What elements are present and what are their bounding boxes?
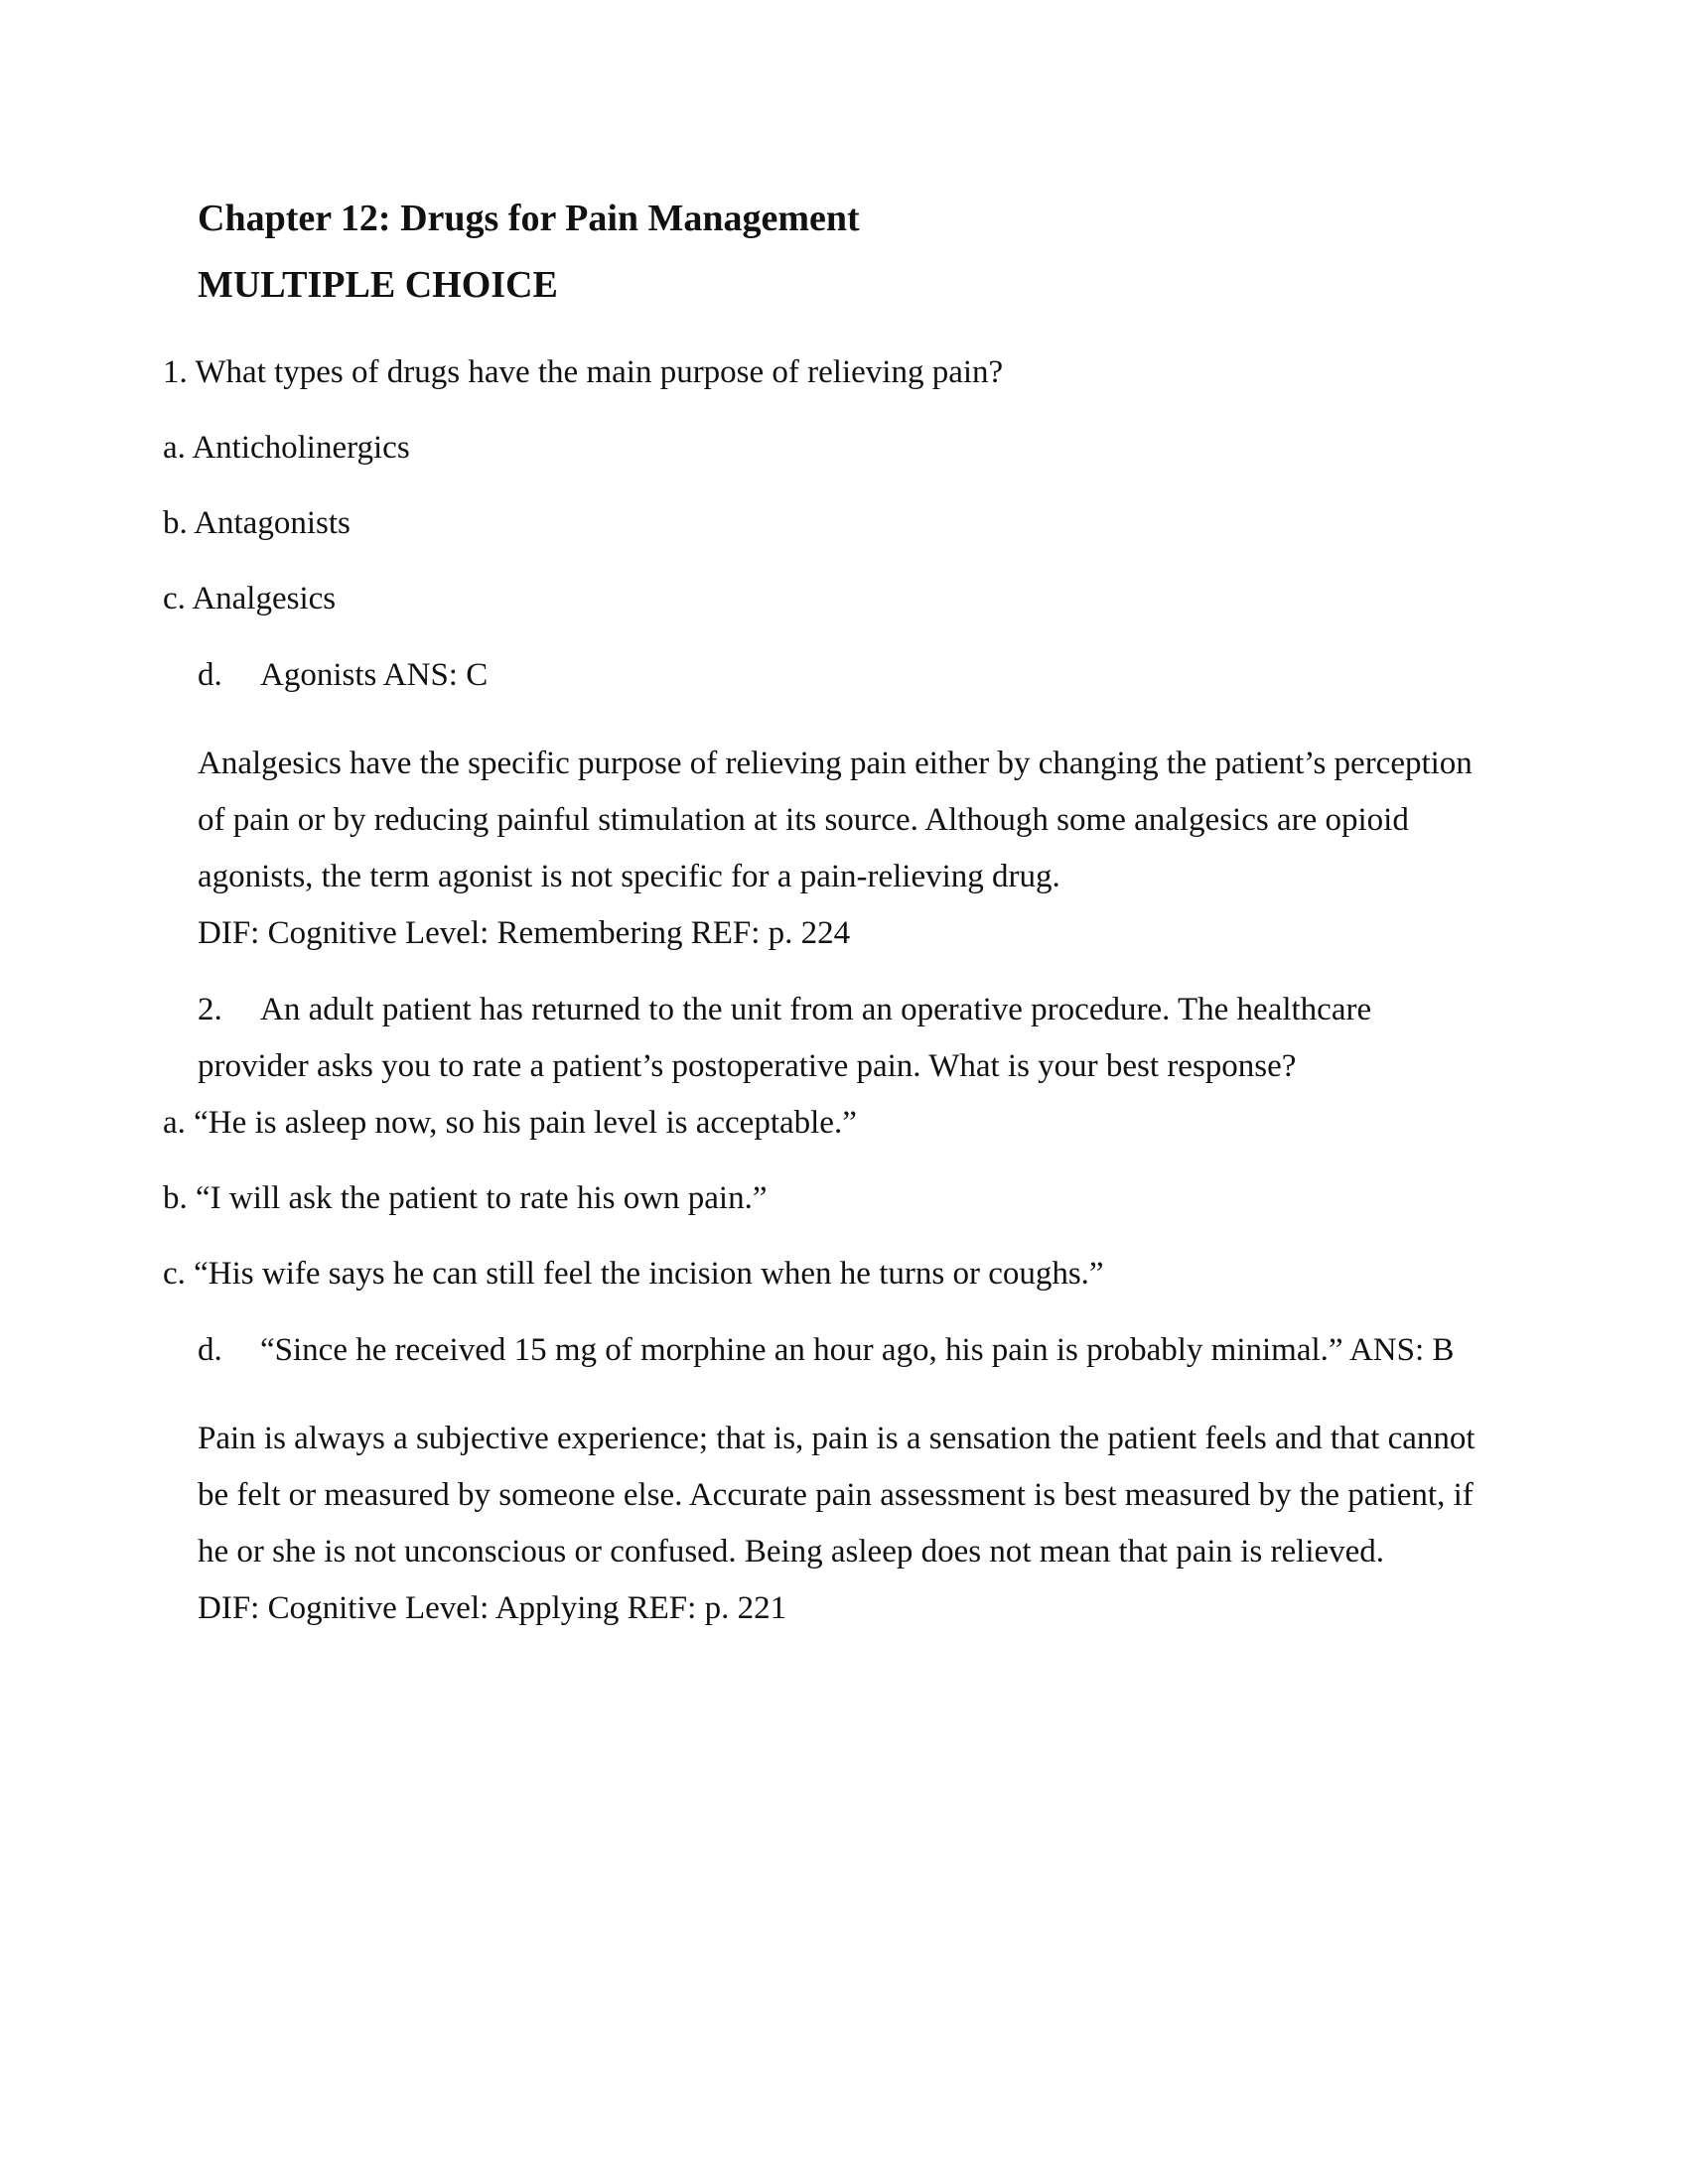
question-1-rationale-line: agonists, the term agonist is not specific for a pain-relieving drug. [198, 859, 1060, 894]
question-1-option-d [198, 655, 488, 695]
question-2-rationale-line: be felt or measured by someone else. Accurate pain assessment is best measured by the patient, if [198, 1477, 1474, 1513]
question-1-stem: 1. What types of drugs have the main purpose of relieving pain? [163, 354, 1004, 390]
question-2-stem-line-1 [198, 990, 1371, 1029]
question-2-option-b: b. “I will ask the patient to rate his own pain.” [163, 1180, 768, 1216]
option-d-label: d. [198, 1332, 222, 1368]
question-2-rationale-line: Pain is always a subjective experience; that is, pain is a sensation the patient feels and that cannot [198, 1421, 1476, 1456]
question-1-option-c: c. Analgesics [163, 581, 337, 616]
question-1-option-b: b. Antagonists [163, 505, 351, 541]
option-d-label: d. [198, 657, 222, 693]
question-2-option-c: c. “His wife says he can still feel the incision when he turns or coughs.” [163, 1256, 1104, 1292]
option-d-text-answer: “Since he received 15 mg of morphine an hour ago, his pain is probably minimal.” ANS: B [260, 1332, 1455, 1368]
question-1-rationale-line: of pain or by reducing painful stimulation at its source. Although some analgesics are opioid [198, 802, 1409, 838]
question-2-stem-text: An adult patient has returned to the unit from an operative procedure. The healthcare [260, 992, 1372, 1027]
question-2-option-a: a. “He is asleep now, so his pain level is acceptable.” [163, 1105, 857, 1141]
question-2-option-d [198, 1330, 1454, 1370]
question-2-rationale-line: he or she is not unconscious or confused. Being asleep does not mean that pain is relieved. [198, 1534, 1385, 1570]
question-1-option-a: a. Anticholinergics [163, 430, 410, 466]
chapter-title: Chapter 12: Drugs for Pain Management [198, 198, 860, 239]
question-1-dif: DIF: Cognitive Level: Remembering REF: p. 224 [198, 915, 851, 951]
section-title: MULTIPLE CHOICE [198, 264, 558, 306]
question-1-rationale-line: Analgesics have the specific purpose of relieving pain either by changing the patient’s perception [198, 746, 1473, 781]
option-d-text-answer: Agonists ANS: C [260, 657, 489, 693]
question-2-stem-line-2: provider asks you to rate a patient’s postoperative pain. What is your best response? [198, 1048, 1297, 1084]
question-2-number: 2. [198, 992, 222, 1027]
question-2-dif: DIF: Cognitive Level: Applying REF: p. 221 [198, 1590, 787, 1626]
